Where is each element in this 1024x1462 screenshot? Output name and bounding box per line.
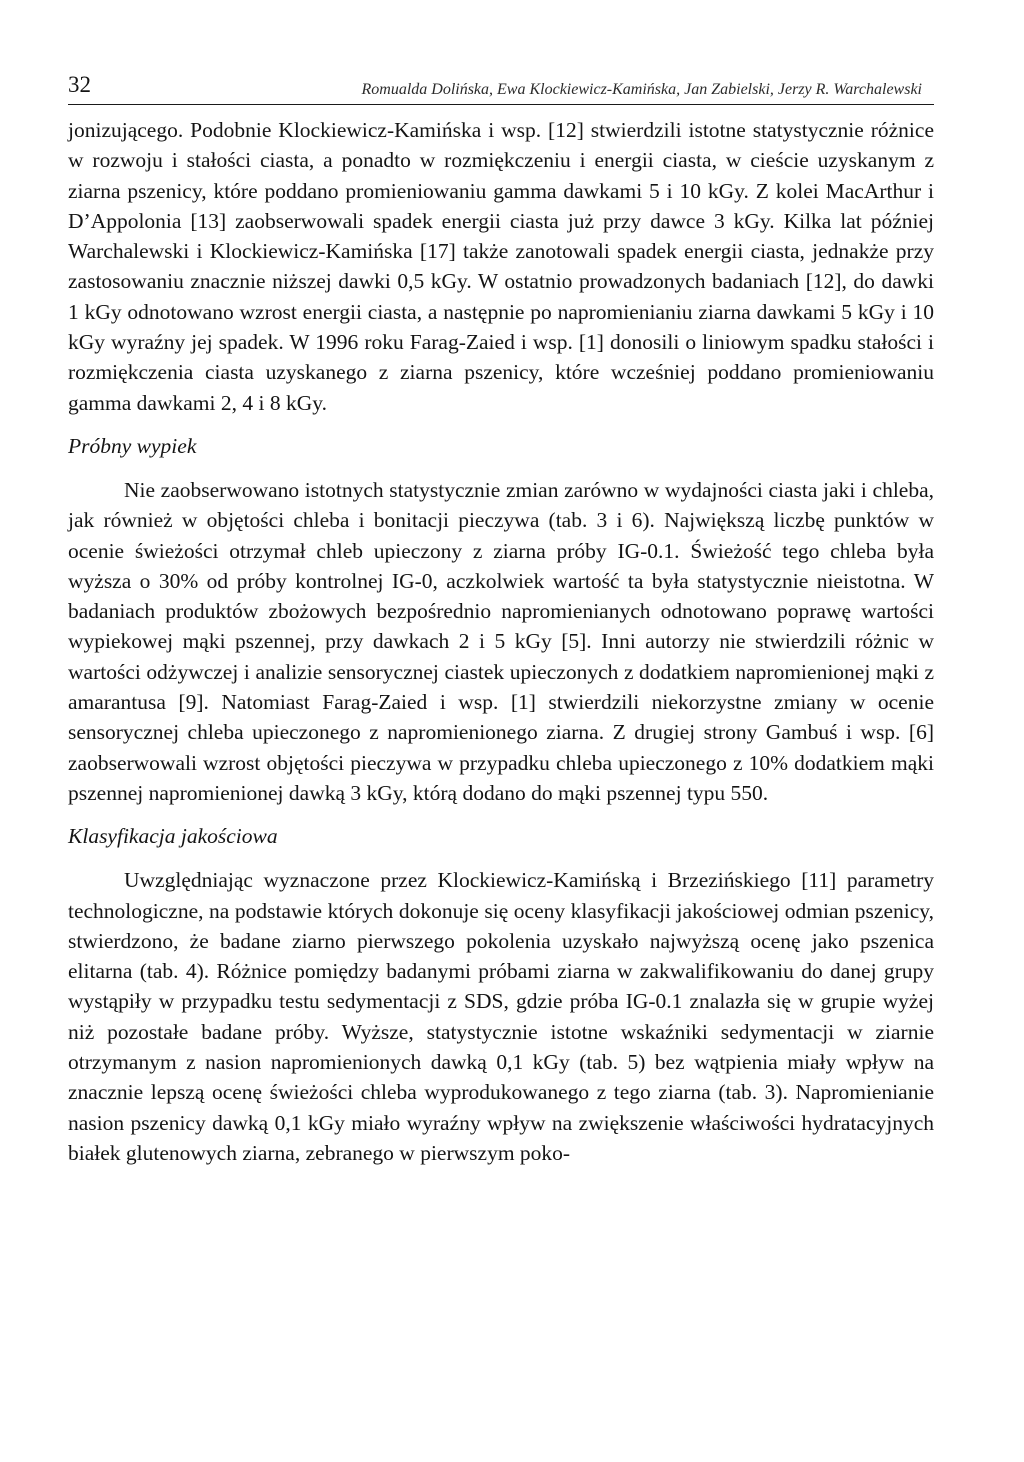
running-header	[68, 68, 934, 105]
section-heading-baking-test: Próbny wypiek	[68, 433, 197, 458]
page-number: 32	[68, 72, 91, 97]
paragraph-quality-classification: Uwzględniając wyznaczone przez Klockiewicz-Kamińską i Brzezińskiego [11] parametry technologiczne, na podstawie których dokonuje się oceny klasyfikacji jakościowej odmian pszenicy, stwierdzono, że badane ziarno pierwszego pokolenia uzyskało najwyższą ocenę jako pszenica elitarna (tab. 4). Różnice pomiędzy badanymi próbami ziarna w zakwalifikowaniu do danej grupy wystąpiły w przypadku testu sedymentacji z SDS, gdzie próba IG-0.1 znalazła się w grupie wyżej niż pozostałe badane próby. Wyższe, statystycznie istotne wskaźniki sedymentacji w ziarnie otrzymanym z nasion napromienionych dawką 0,1 kGy (tab. 5) bez wątpienia miały wpływ na znacznie lepszą ocenę świeżości chleba wyprodukowanego z tego ziarna (tab. 3). Napromienianie nasion pszenicy dawką 0,1 kGy miało wyraźny wpływ na zwiększenie właściwości hydratacyjnych białek glutenowych ziarna, zebranego w pierwszym poko-	[68, 868, 934, 1165]
section-heading-quality-classification: Klasyfikacja jakościowa	[68, 824, 278, 849]
running-header-authors: Romualda Dolińska, Ewa Klockiewicz-Kamińska, Jan Zabielski, Jerzy R. Warchalewski	[361, 81, 922, 98]
paragraph-continuation: jonizującego. Podobnie Klockiewicz-Kamińska i wsp. [12] stwierdzili istotne statystycznie różnice w rozwoju i stałości ciasta, a ponadto w rozmiękczeniu i energii ciasta, w cieście uzyskanym z ziarna pszenicy, które poddano promieniowaniu gamma dawkami 5 i 10 kGy. Z kolei MacArthur i D’Appolonia [13] zaobserwowali spadek energii ciasta już przy dawce 3 kGy. Kilka lat później Warchalewski i Klockiewicz-Kamińska [17] także zanotowali spadek energii ciasta, jednakże przy zastosowaniu znacznie niższej dawki 0,5 kGy. W ostatnio prowadzonych badaniach [12], do dawki 1 kGy odnotowano wzrost energii ciasta, a następnie po napromienianiu ziarna dawkami 5 kGy i 10 kGy wyraźny jej spadek. W 1996 roku Farag-Zaied i wsp. [1] donosili o liniowym spadku stałości i rozmiękczenia ciasta uzyskanego z ziarna pszenicy, które wcześniej poddano promieniowaniu gamma dawkami 2, 4 i 8 kGy.	[68, 118, 934, 415]
paragraph-baking-test: Nie zaobserwowano istotnych statystycznie zmian zarówno w wydajności ciasta jaki i chleba, jak również w objętości chleba i bonitacji pieczywa (tab. 3 i 6). Największą liczbę punktów w ocenie świeżości otrzymał chleb upieczony z ziarna próby IG-0.1. Świeżość tego chleba była wyższa o 30% od próby kontrolnej IG-0, aczkolwiek wartość ta była statystycznie nieistotna. W badaniach produktów zbożowych bezpośrednio napromienianych odnotowano poprawę wartości wypiekowej mąki pszennej, przy dawkach 2 i 5 kGy [5]. Inni autorzy nie stwierdzili różnic w wartości odżywczej i analizie sensorycznej ciastek upieczonych z dodatkiem napromienionej mąki z amarantusa [9]. Natomiast Farag-Zaied i wsp. [1] stwierdzili niekorzystne zmiany w ocenie sensorycznej chleba upieczonego z napromienionego ziarna. Z drugiej strony Gambuś i wsp. [6] zaobserwowali wzrost objętości pieczywa w przypadku chleba upieczonego z 10% dodatkiem mąki pszennej napromienionej dawką 3 kGy, którą dodano do mąki pszennej typu 550.	[68, 477, 934, 805]
article-body	[68, 115, 934, 1168]
document-page	[68, 68, 934, 1168]
